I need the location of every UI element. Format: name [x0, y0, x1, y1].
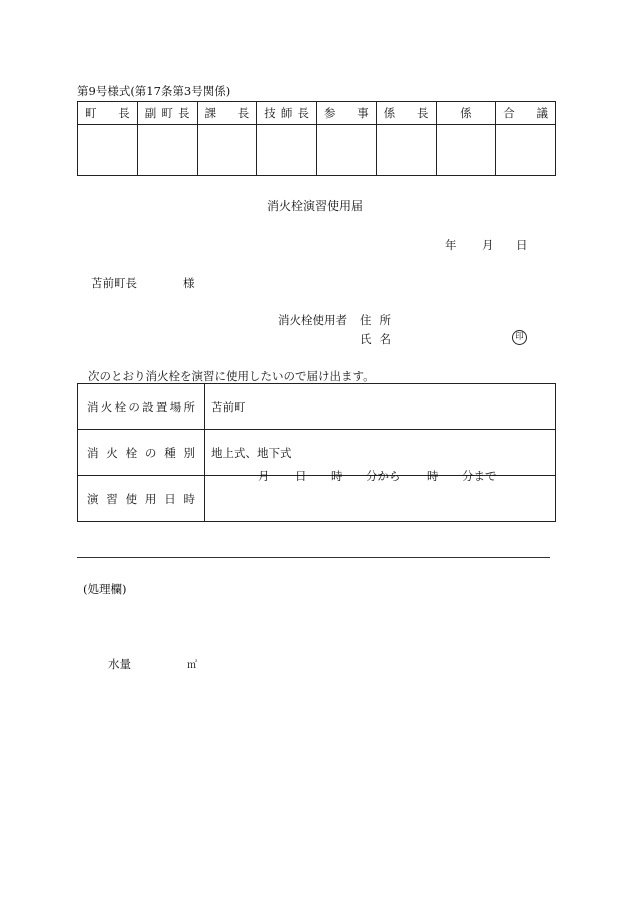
processing-label: (処理欄) [83, 582, 127, 596]
water-volume-unit: ㎥ [187, 660, 197, 671]
applicant-role: 消火栓使用者 [278, 313, 347, 327]
approval-header-cell [436, 102, 496, 125]
hdr-chief: 町 長 [85, 106, 130, 120]
stamp-box[interactable] [137, 125, 197, 176]
info-label-cell [78, 430, 205, 476]
location-label: 消 火 栓 の 設 置 場 所 [87, 399, 195, 414]
seal-icon: 印 [512, 330, 527, 345]
stamp-box[interactable] [376, 125, 436, 176]
hdr-staff: 係 [460, 106, 472, 120]
addressee-name: 苫前町長 [91, 276, 137, 290]
approval-stamp-row [78, 125, 556, 176]
stamp-box[interactable] [78, 125, 138, 176]
stamp-box[interactable] [257, 125, 317, 176]
hdr-consult: 合 議 [503, 106, 548, 120]
datetime-value[interactable] [205, 469, 556, 522]
unit-hour-from: 時 [331, 469, 343, 483]
unit-minute-from: 分から [366, 469, 401, 483]
datetime-label: 演 習 使 用 日 時 [87, 491, 195, 506]
date-month-label: 月 [482, 238, 494, 252]
info-label-cell [78, 384, 205, 430]
stamp-box[interactable] [496, 125, 556, 176]
stamp-box[interactable] [317, 125, 377, 176]
name-label: 氏名 [360, 332, 399, 346]
stamp-box[interactable] [436, 125, 496, 176]
section-divider [77, 557, 550, 558]
hydrant-info-table [77, 383, 556, 522]
info-row-location [78, 384, 556, 430]
stamp-box[interactable] [197, 125, 257, 176]
type-value[interactable]: 地上式、地下式 [205, 430, 556, 476]
hdr-counselor: 参 事 [324, 106, 369, 120]
hdr-subsection: 係 長 [383, 106, 429, 120]
addressee-honorific: 様 [183, 276, 195, 290]
date-day-label: 日 [516, 238, 528, 252]
water-volume-label: 水量 [108, 657, 131, 671]
unit-hour-to: 時 [427, 469, 439, 483]
address-label: 住所 [360, 313, 399, 327]
document-title: 消火栓演習使用届 [266, 199, 363, 213]
location-value[interactable]: 苫前町 [205, 384, 556, 430]
approval-header-cell [496, 102, 556, 125]
approval-header-row [78, 102, 556, 125]
type-label: 消 火 栓 の 種 別 [87, 445, 195, 460]
unit-month: 月 [258, 469, 270, 483]
approval-header-cell [137, 102, 197, 125]
date-year-label: 年 [445, 238, 457, 252]
approval-header-cell [257, 102, 317, 125]
unit-minute-to: 分まで [462, 469, 497, 483]
info-row-datetime [78, 476, 556, 522]
hdr-engineer: 技 師 長 [264, 106, 309, 120]
intro-text: 次のとおり消火栓を演習に使用したいので届け出ます。 [88, 369, 375, 383]
unit-day: 日 [295, 469, 307, 483]
approval-header-cell [197, 102, 257, 125]
approval-stamp-table [77, 101, 556, 176]
form-number: 第9号様式(第17条第3号関係) [77, 84, 231, 98]
approval-header-cell [317, 102, 377, 125]
hdr-section: 課 長 [204, 106, 250, 120]
approval-header-cell [376, 102, 436, 125]
hdr-deputy: 副 町 長 [144, 106, 190, 120]
info-label-cell [78, 476, 205, 522]
approval-header-cell [78, 102, 138, 125]
